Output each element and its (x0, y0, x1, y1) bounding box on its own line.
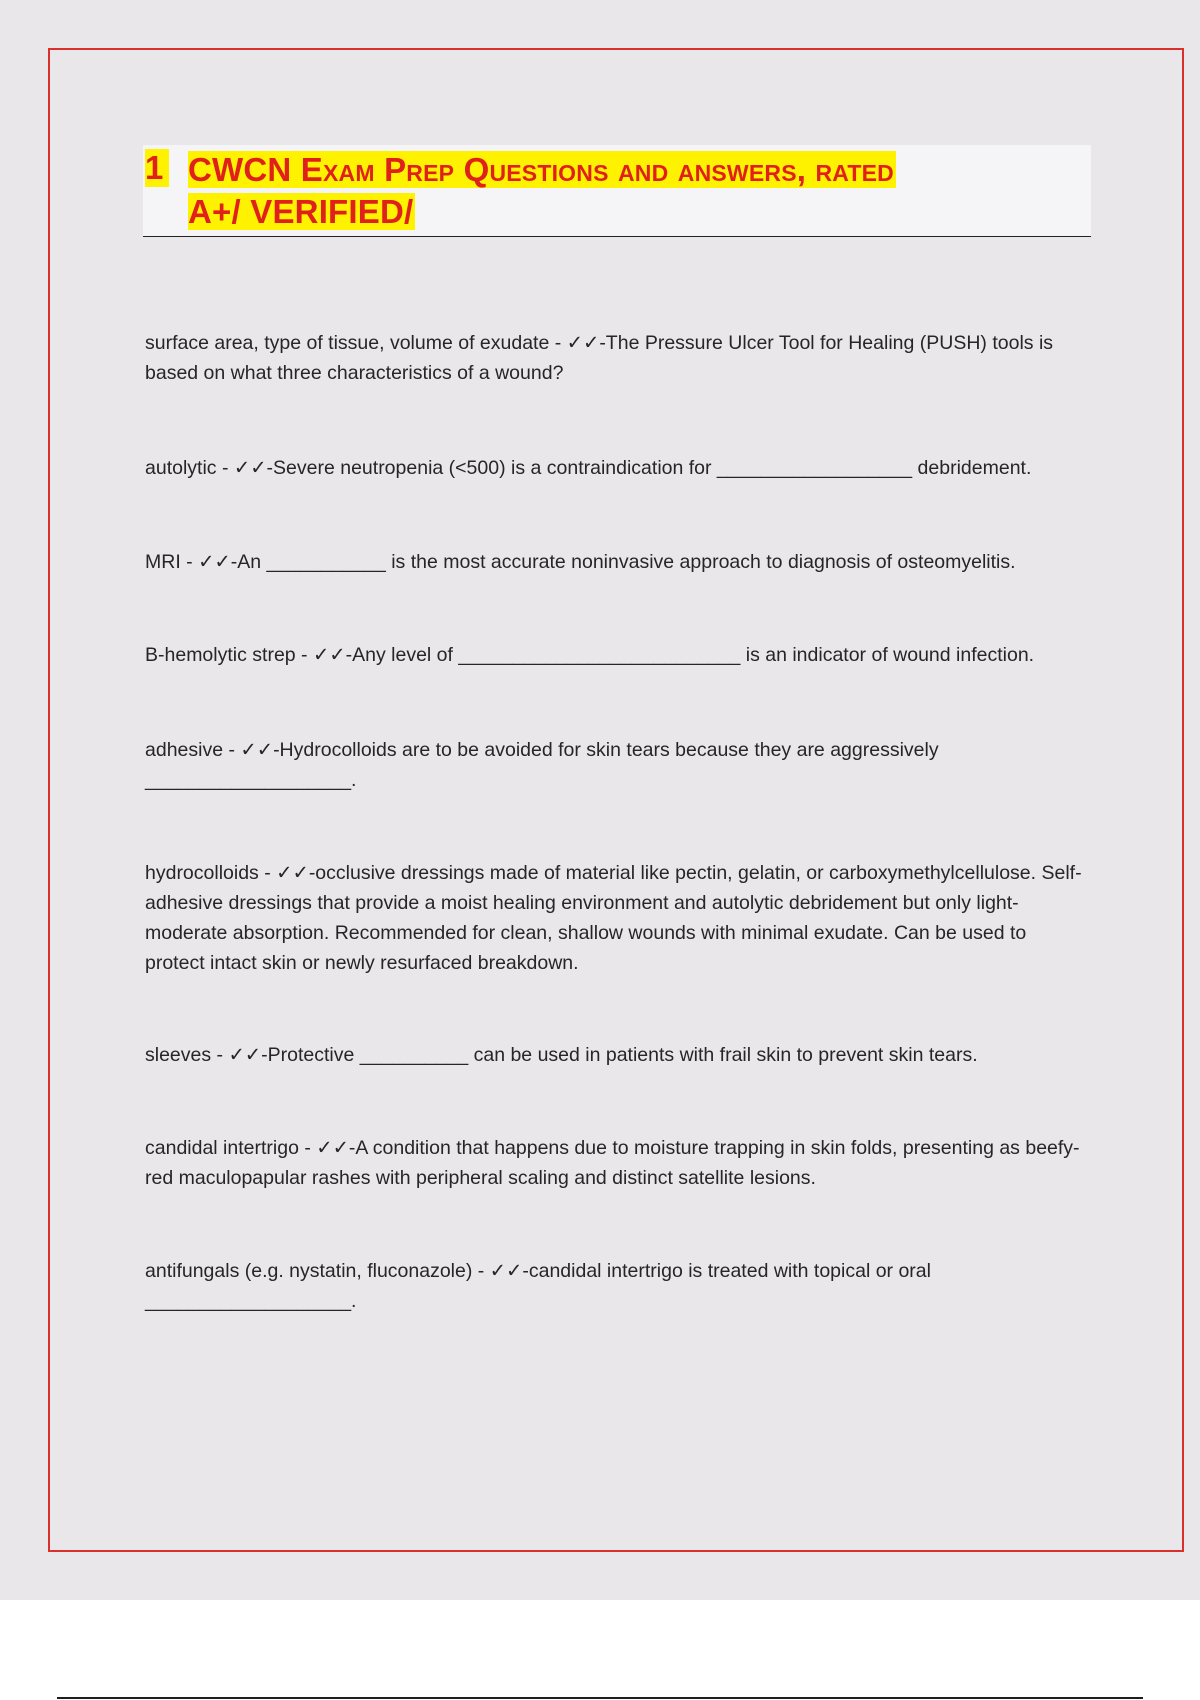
title-line-2: A+/ VERIFIED/ (188, 193, 414, 230)
qa-item: sleeves - ✓✓-Protective __________ can be used in patients with frail skin to prevent skin tears. (145, 1044, 978, 1066)
qa-item: autolytic - ✓✓-Severe neutropenia (<500) is a contraindication for __________________ debridement. (145, 457, 1032, 479)
qa-item: B-hemolytic strep - ✓✓-Any level of __________________________ is an indicator of wound infection. (145, 644, 1035, 666)
heading-block (143, 145, 1091, 237)
qa-item: candidal intertrigo - ✓✓-A condition that happens due to moisture trapping in skin folds, presenting as beefy-red maculopapular rashes with peripheral scaling and distinct satellite lesions. (145, 1137, 1080, 1189)
title-line-1: CWCN Exam Prep Questions and answers, rated (188, 151, 894, 188)
qa-item: antifungals (e.g. nystatin, fluconazole) - ✓✓-candidal intertrigo is treated with topical or oral ___________________. (145, 1260, 931, 1312)
heading-number: 1 (145, 149, 169, 187)
qa-item: adhesive - ✓✓-Hydrocolloids are to be avoided for skin tears because they are aggressively ___________________. (145, 739, 939, 791)
footer-divider (57, 1697, 1143, 1699)
page-title (188, 149, 1048, 233)
document-frame (48, 48, 1184, 1552)
qa-item: MRI - ✓✓-An ___________ is the most accurate noninvasive approach to diagnosis of osteomyelitis. (145, 551, 1016, 573)
qa-item: surface area, type of tissue, volume of exudate - ✓✓-The Pressure Ulcer Tool for Healing (PUSH) tools is based on what three characteristics of a wound? (145, 332, 1054, 384)
qa-item: hydrocolloids - ✓✓-occlusive dressings made of material like pectin, gelatin, or carboxymethylcellulose. Self-adhesive dressings that provide a moist healing environment and autolytic debridement but only light-moderate absorption. Recommended for clean, shallow wounds with minimal exudate. Can be used to protect intact skin or newly resurfaced breakdown. (145, 862, 1082, 974)
